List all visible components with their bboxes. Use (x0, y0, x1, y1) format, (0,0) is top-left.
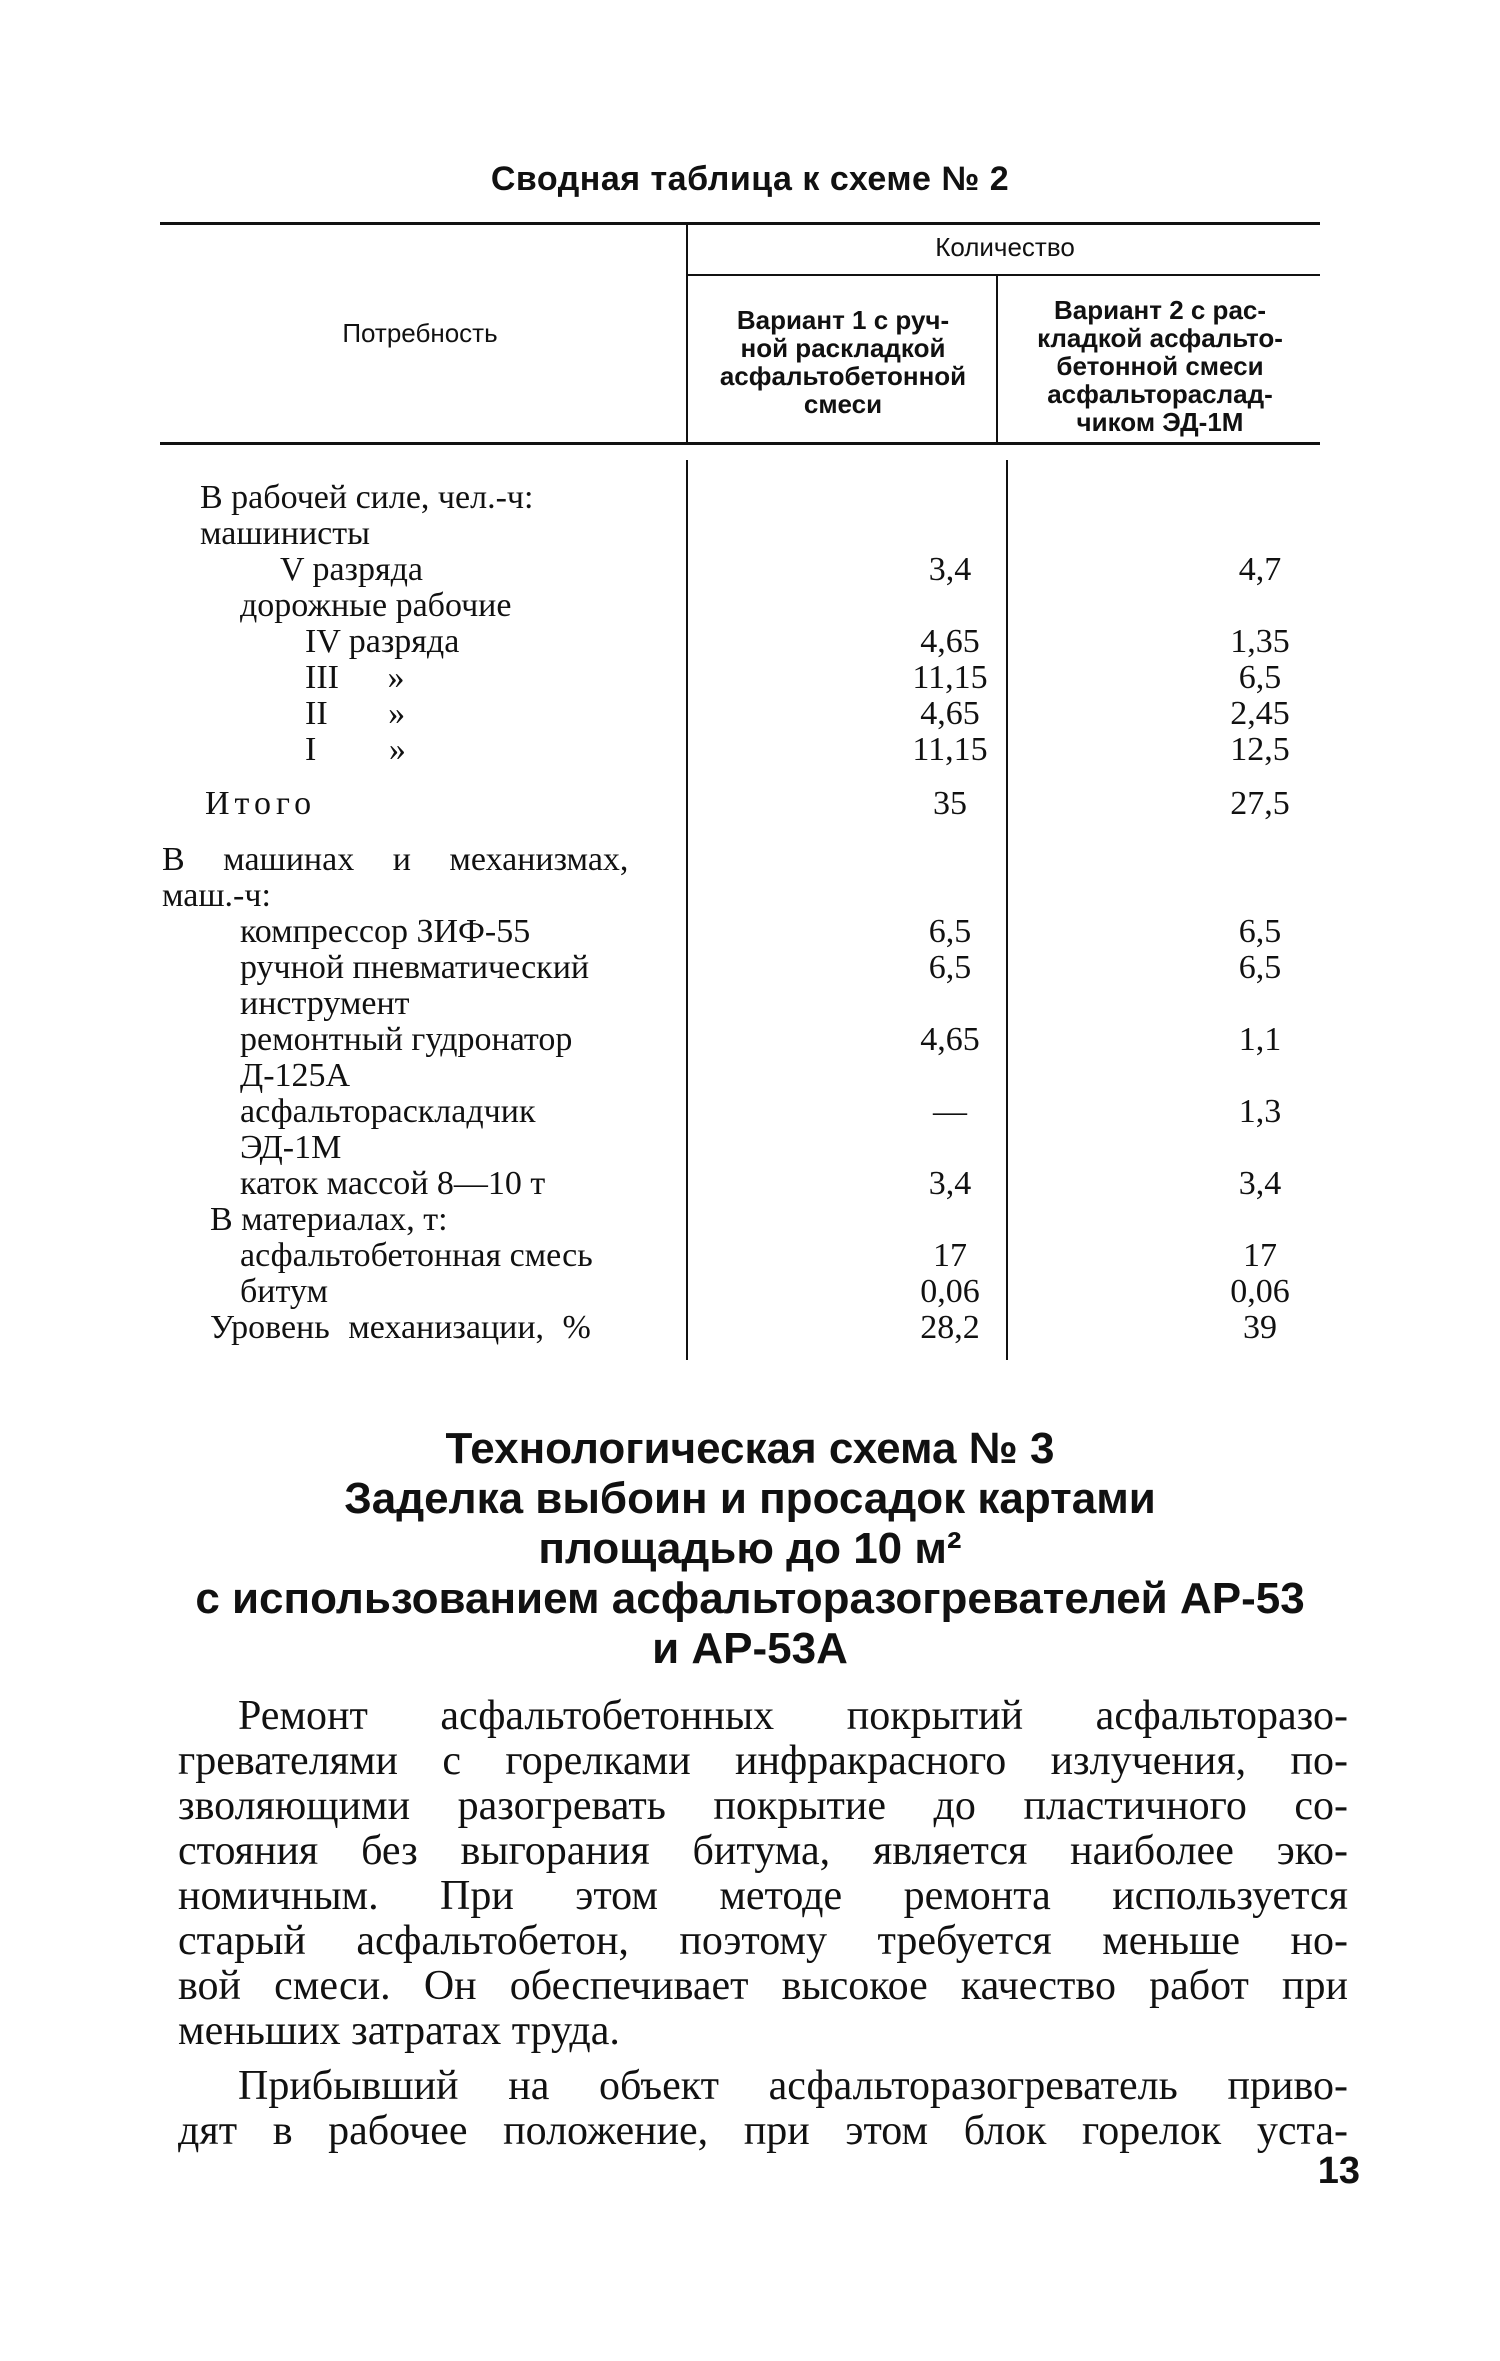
row-value-variant2: 6,5 (1238, 913, 1282, 950)
header-variant1-line: ной раскладкой (740, 333, 946, 363)
row-label: Уровень механизации, % (210, 1309, 591, 1346)
row-value-variant2: 1,35 (1230, 623, 1290, 660)
page-number: 13 (1317, 2150, 1360, 2192)
section-title-line: площадью до 10 м² (538, 1524, 962, 1573)
header-variant1 (690, 306, 996, 418)
paragraph-line: номичным. При этом методе ремонта используется (178, 1873, 1348, 1919)
header-divider-right (996, 276, 998, 442)
row-label: инструмент (240, 985, 410, 1022)
section-title-line: Заделка выбоин и просадок картами (344, 1474, 1156, 1523)
table-top-rule (160, 222, 1320, 225)
row-label: В материалах, т: (210, 1201, 448, 1238)
row-value-variant2: 1,3 (1238, 1093, 1282, 1130)
row-value-variant2: 4,7 (1238, 551, 1282, 588)
row-value-variant1: 35 (933, 785, 967, 822)
header-variant2-line: асфальтораслад- (1047, 379, 1273, 409)
row-value-variant1: 6,5 (928, 913, 972, 950)
table-row (160, 1130, 1320, 1166)
row-value-variant1: — (933, 1093, 967, 1130)
row-value-variant2: 1,1 (1238, 1021, 1282, 1058)
row-label: I » (305, 731, 406, 768)
table-row (160, 732, 1320, 768)
table-row (160, 480, 1320, 516)
row-label: дорожные рабочие (240, 587, 512, 624)
row-value-variant1: 0,06 (920, 1273, 980, 1310)
table-row (160, 1274, 1320, 1310)
row-label: битум (240, 1273, 328, 1310)
row-label: ручной пневматический (240, 949, 590, 986)
row-label: асфальтобетонная смесь (240, 1237, 593, 1274)
table-row (160, 786, 1320, 822)
row-value-variant2: 17 (1243, 1237, 1277, 1274)
table-row (160, 914, 1320, 950)
table-row (160, 1202, 1320, 1238)
table-row (160, 1166, 1320, 1202)
table-row (160, 588, 1320, 624)
row-value-variant1: 11,15 (912, 731, 988, 768)
row-value-variant1: 3,4 (928, 551, 972, 588)
table-row (160, 950, 1320, 986)
table-row (160, 516, 1320, 552)
row-value-variant2: 3,4 (1238, 1165, 1282, 1202)
paragraph-line: вой смеси. Он обеспечивает высокое качество работ при (178, 1963, 1348, 2009)
table-row (160, 1094, 1320, 1130)
quantity-underline (688, 274, 1320, 276)
row-value-variant1: 17 (933, 1237, 967, 1274)
row-label: машинисты (200, 515, 370, 552)
row-value-variant1: 4,65 (920, 1021, 980, 1058)
row-label: V разряда (280, 551, 423, 588)
row-label: асфальтораскладчик (240, 1093, 536, 1130)
row-value-variant2: 27,5 (1230, 785, 1290, 822)
paragraph-line: дят в рабочее положение, при этом блок горелок уста- (178, 2108, 1348, 2154)
row-label: В машинах и механизмах, (162, 841, 629, 878)
header-variant2-line: бетонной смеси (1056, 351, 1264, 381)
row-value-variant2: 0,06 (1230, 1273, 1290, 1310)
paragraph-line: Ремонт асфальтобетонных покрытий асфальторазо- (238, 1693, 1348, 1739)
table-row (160, 696, 1320, 732)
row-value-variant1: 3,4 (928, 1165, 972, 1202)
row-label: IV разряда (305, 623, 460, 660)
section-title-line: Технологическая схема № 3 (445, 1424, 1055, 1473)
header-variant1-line: смеси (803, 389, 883, 419)
row-value-variant2: 6,5 (1238, 949, 1282, 986)
row-value-variant1: 11,15 (912, 659, 988, 696)
header-divider-left (686, 225, 688, 442)
table-row (160, 660, 1320, 696)
header-variant2-line: Вариант 2 с рас- (1053, 295, 1267, 325)
row-value-variant1: 28,2 (920, 1309, 980, 1346)
row-value-variant1: 4,65 (920, 695, 980, 732)
table-row (160, 1310, 1320, 1346)
row-value-variant2: 12,5 (1230, 731, 1290, 768)
header-quantity: Количество (935, 232, 1075, 262)
row-value-variant2: 2,45 (1230, 695, 1290, 732)
header-variant2-line: чиком ЭД-1М (1076, 407, 1244, 437)
section-title-line: с использованием асфальторазогревателей АР-53 (195, 1574, 1305, 1623)
table-row (160, 1058, 1320, 1094)
table-row (160, 624, 1320, 660)
header-variant2-line: кладкой асфальто- (1037, 323, 1283, 353)
paragraph-line: гревателями с горелками инфракрасного излучения, по- (178, 1738, 1348, 1784)
paragraph-line: стояния без выгорания битума, является наиболее эко- (178, 1828, 1348, 1874)
header-variant2 (1000, 296, 1320, 436)
paragraph-line: старый асфальтобетон, поэтому требуется меньше но- (178, 1918, 1348, 1964)
table-row (160, 842, 1320, 878)
row-label: II » (305, 695, 406, 732)
header-bottom-rule (160, 442, 1320, 445)
table-row (160, 1238, 1320, 1274)
section-title-line: и АР-53А (652, 1624, 848, 1673)
row-value-variant1: 4,65 (920, 623, 980, 660)
row-label: Д-125А (240, 1057, 351, 1094)
row-label: каток массой 8—10 т (240, 1165, 546, 1202)
row-label: III » (305, 659, 405, 696)
table-row (160, 1022, 1320, 1058)
table-row (160, 986, 1320, 1022)
paragraph-line: зволяющими разогревать покрытие до пластичного со- (178, 1783, 1348, 1829)
row-label: маш.-ч: (162, 877, 271, 914)
table-row (160, 878, 1320, 914)
header-variant1-line: асфальтобетонной (719, 361, 967, 391)
header-need: Потребность (342, 318, 498, 348)
row-value-variant2: 39 (1243, 1309, 1277, 1346)
row-label: ремонтный гудронатор (240, 1021, 573, 1058)
row-value-variant1: 6,5 (928, 949, 972, 986)
row-value-variant2: 6,5 (1238, 659, 1282, 696)
paragraph-line: Прибывший на объект асфальторазогреватель приво- (238, 2063, 1348, 2109)
row-label: Итого (205, 785, 317, 822)
header-variant1-line: Вариант 1 с руч- (736, 305, 950, 335)
row-label: компрессор ЗИФ-55 (240, 913, 531, 950)
table-row (160, 552, 1320, 588)
row-label: ЭД-1М (240, 1129, 342, 1166)
paragraph-line: меньших затратах труда. (178, 2008, 620, 2054)
row-label: В рабочей силе, чел.-ч: (200, 479, 534, 516)
table-title: Сводная таблица к схеме № 2 (490, 160, 1010, 198)
